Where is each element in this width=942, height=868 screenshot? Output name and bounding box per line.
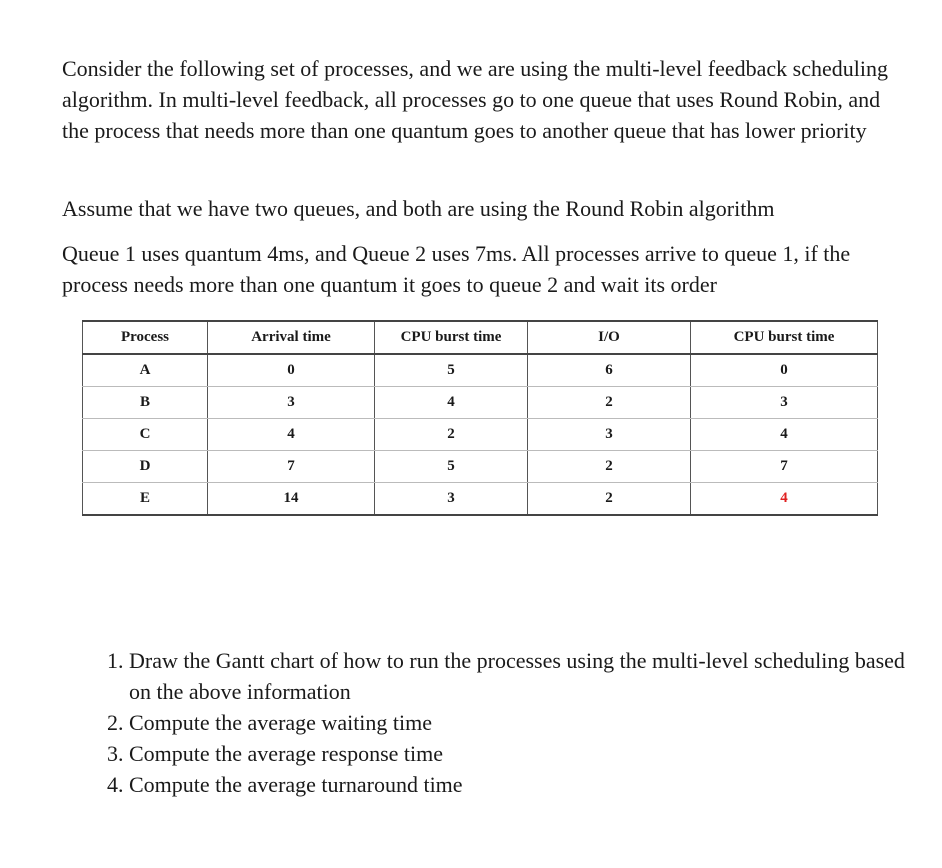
- cell-burst-2: 0: [691, 354, 878, 387]
- cell-burst-1: 4: [375, 387, 528, 419]
- intro-paragraph-3: Queue 1 uses quantum 4ms, and Queue 2 uses 7ms. All processes arrive to queue 1, if the process needs more than one quantum it goes to queue 2 and wait its order: [62, 241, 851, 297]
- cell-burst-1: 3: [375, 483, 528, 516]
- cell-io: 2: [528, 451, 691, 483]
- cell-burst-1: 5: [375, 354, 528, 387]
- question-list: [96, 645, 929, 800]
- header-cpu-burst-time-2: CPU burst time: [691, 321, 878, 354]
- cell-io: 2: [528, 387, 691, 419]
- table-row: [83, 483, 878, 516]
- table-header-row: [83, 321, 878, 354]
- cell-burst-2-highlighted: 4: [691, 483, 878, 516]
- cell-process: D: [83, 451, 208, 483]
- cell-burst-2: 4: [691, 419, 878, 451]
- cell-arrival: 3: [208, 387, 375, 419]
- table-row: [83, 387, 878, 419]
- question-item: 3. Compute the average response time: [129, 738, 929, 769]
- cell-io: 2: [528, 483, 691, 516]
- cell-process: B: [83, 387, 208, 419]
- header-io: I/O: [528, 321, 691, 354]
- question-item: 1. Draw the Gantt chart of how to run the processes using the multi-level scheduling based on the above information: [129, 645, 929, 707]
- table-row: [83, 451, 878, 483]
- cell-process: C: [83, 419, 208, 451]
- cell-arrival: 7: [208, 451, 375, 483]
- cell-process: A: [83, 354, 208, 387]
- intro-paragraph-1: Consider the following set of processes, and we are using the multi-level feedback scheduling algorithm. In multi-level feedback, all processes go to one queue that uses Round Robin, and the process that needs more than one quantum goes to another queue that has lower priority: [62, 56, 888, 143]
- cell-io: 6: [528, 354, 691, 387]
- cell-burst-1: 2: [375, 419, 528, 451]
- question-item: 2. Compute the average waiting time: [129, 707, 929, 738]
- intro-paragraph-2: Assume that we have two queues, and both are using the Round Robin algorithm: [62, 196, 775, 221]
- cell-arrival: 0: [208, 354, 375, 387]
- table-row: [83, 419, 878, 451]
- header-process: Process: [83, 321, 208, 354]
- cell-process: E: [83, 483, 208, 516]
- header-arrival-time: Arrival time: [208, 321, 375, 354]
- process-table: [82, 320, 878, 516]
- cell-io: 3: [528, 419, 691, 451]
- header-cpu-burst-time-1: CPU burst time: [375, 321, 528, 354]
- table-row: [83, 354, 878, 387]
- cell-burst-2: 3: [691, 387, 878, 419]
- question-item: 4. Compute the average turnaround time: [129, 769, 929, 800]
- cell-burst-2: 7: [691, 451, 878, 483]
- cell-arrival: 14: [208, 483, 375, 516]
- cell-burst-1: 5: [375, 451, 528, 483]
- cell-arrival: 4: [208, 419, 375, 451]
